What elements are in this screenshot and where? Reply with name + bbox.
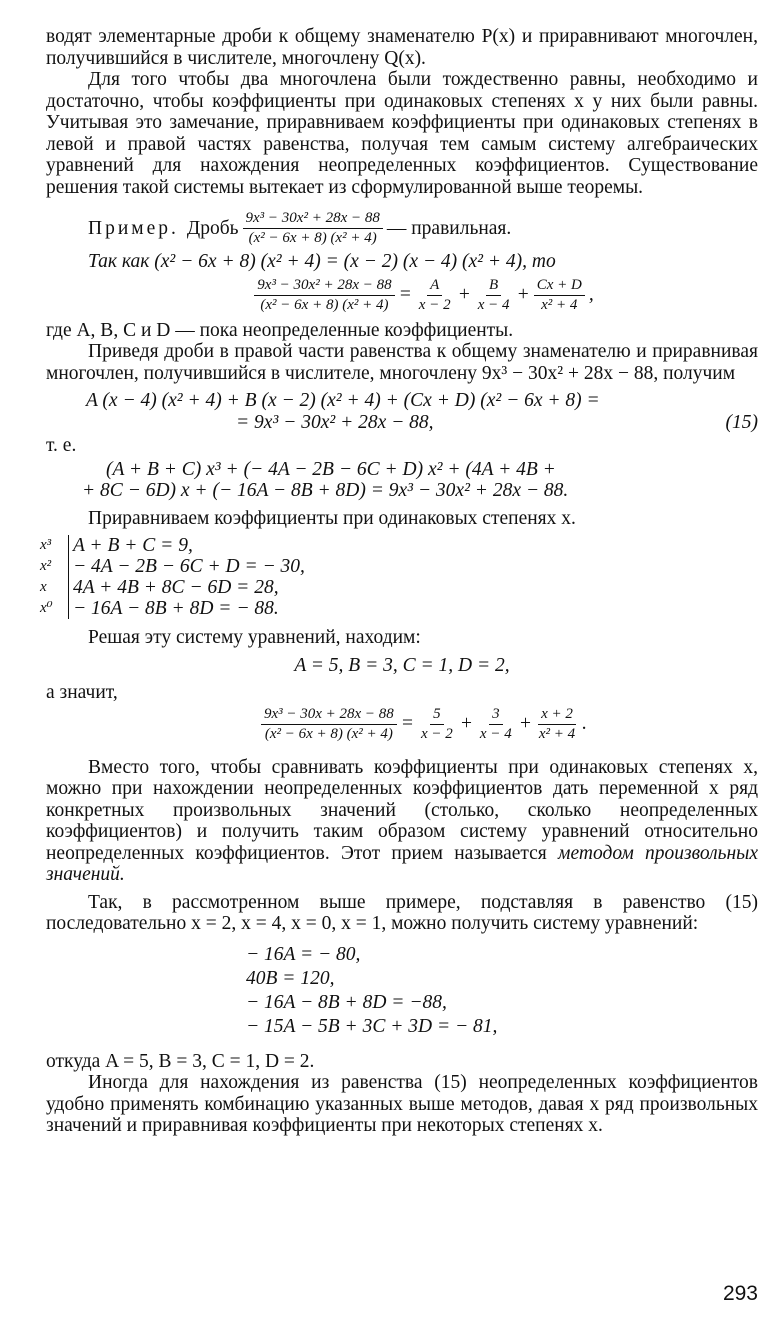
power-label: x⁰ bbox=[40, 600, 53, 616]
term-b-denominator: x − 4 bbox=[479, 725, 512, 742]
lhs-denominator: (x² − 6x + 8) (x² + 4) bbox=[260, 296, 389, 313]
term-b-numerator: 3 bbox=[489, 706, 503, 725]
solution-line: A = 5, B = 3, C = 1, D = 2, bbox=[294, 654, 510, 676]
substitution-system bbox=[246, 943, 758, 1039]
lhs-denominator: (x² − 6x + 8) (x² + 4) bbox=[264, 725, 393, 742]
coefficient-system bbox=[40, 535, 758, 619]
example-fraction bbox=[243, 210, 383, 247]
system-equation: 4A + 4B + 8C − 6D = 28, bbox=[73, 577, 279, 598]
paragraph-instead bbox=[46, 757, 758, 886]
decomposition-equation: $\frac{\text{9x³ − 30x² + 28x − 88}}{\text{(x² − 6x + 8) (x² + 4)}}$ = $\frac{A}{x - 2}$ + $\frac{B}{x - 4}$ + $\frac{Cx + D}{\text{x² + 4}}$ , bbox=[86, 277, 758, 314]
paragraph-identity: Для того чтобы два многочлена были тождественно равны, необходимо и достаточно, чтобы коэффициенты при одинаковых степенях x у них были равны. Учитывая это замечание, приравниваем коэффициенты при одинаковых степенях в левой и правой частях равенства, получая тем самым систему алгебраических уравнений для нахождения неопределенных коэффициентов. Существование решения такой системы вытекает из сформулированной выше теоремы. bbox=[46, 69, 758, 198]
ie-label: т. е. bbox=[46, 435, 77, 456]
fraction-denominator: (x² − 6x + 8) (x² + 4) bbox=[248, 230, 377, 246]
term-c-denominator: x² + 4 bbox=[541, 296, 578, 313]
where-line: где A, B, C и D — пока неопределенные коэффициенты. bbox=[46, 319, 514, 341]
expanded-equation bbox=[82, 458, 758, 502]
page-number: 293 bbox=[722, 1282, 758, 1305]
term-c-numerator: Cx + D bbox=[534, 277, 585, 296]
power-label: x bbox=[40, 579, 47, 595]
method-name: методом произвольных значений. bbox=[46, 842, 759, 885]
hence-line: а значит, bbox=[46, 682, 118, 703]
page-body bbox=[40, 26, 759, 1137]
system-equation: − 16A − 8B + 8D = − 88. bbox=[73, 598, 279, 619]
system-equation: − 16A − 8B + 8D = −88, bbox=[246, 991, 447, 1013]
eq15-line2: = 9x³ − 30x² + 28x − 88, bbox=[236, 411, 434, 433]
paragraph-intro: водят элементарные дроби к общему знаменателю P(x) и приравнивают многочлен, получившийся в числителе, многочлену Q(x). bbox=[46, 26, 758, 69]
equation-number: (15) bbox=[725, 412, 758, 433]
solving-line: Решая эту систему уравнений, находим: bbox=[88, 627, 421, 648]
example-line bbox=[88, 210, 758, 247]
final-decomposition: $\frac{\text{9x³ − 30x + 28x − 88}}{\text{(x² − 6x + 8) (x² + 4)}}$ = $\frac{5}{x - 2}$ + $\frac{3}{x - 4}$ + $\frac{x + 2}{\text{x² + 4}}$ . bbox=[86, 706, 758, 743]
equate-line: Приравниваем коэффициенты при одинаковых степенях x. bbox=[88, 507, 576, 529]
system-equation: − 15A − 5B + 3C + 3D = − 81, bbox=[246, 1015, 498, 1037]
term-a-denominator: x − 2 bbox=[418, 296, 451, 313]
system-equation: − 4A − 2B − 6C + D = − 30, bbox=[73, 556, 305, 577]
term-a-numerator: A bbox=[427, 277, 442, 296]
lhs-numerator: 9x³ − 30x + 28x − 88 bbox=[261, 706, 397, 725]
term-a-numerator: 5 bbox=[430, 706, 444, 725]
paragraph-last: Иногда для нахождения из равенства (15) неопределенных коэффициентов удобно применять комбинацию указанных выше методов, давая x ряд произвольных значений и приравнивая коэффициенты при некоторых степенях x. bbox=[46, 1072, 758, 1136]
term-a-denominator: x − 2 bbox=[420, 725, 453, 742]
example-tail: — правильная. bbox=[386, 217, 512, 239]
system-power-labels bbox=[40, 535, 68, 619]
term-b-denominator: x − 4 bbox=[477, 296, 510, 313]
whence-line: откуда A = 5, B = 3, C = 1, D = 2. bbox=[46, 1050, 315, 1072]
paragraph-thus: Так, в рассмотренном выше примере, подставляя в равенство (15) последовательно x = 2, x = 4, x = 0, x = 1, можно получить систему уравнений: bbox=[46, 891, 758, 934]
system-equation: 40B = 120, bbox=[246, 967, 335, 989]
since-line: Так как (x² − 6x + 8) (x² + 4) = (x − 2) (x − 4) (x² + 4), то bbox=[88, 251, 556, 272]
system-equation: A + B + C = 9, bbox=[73, 535, 193, 556]
term-c-denominator: x² + 4 bbox=[538, 725, 576, 742]
system-equations bbox=[68, 535, 758, 619]
equation-15 bbox=[86, 390, 758, 433]
instead-text: Вместо того, чтобы сравнивать коэффициенты при одинаковых степенях x, можно при нахождении неопределенных коэффициентов дать переменной x ряд конкретных произвольных значений (столько, сколько неопределенных коэффициентов) и получить таким образом систему уравнений относительно неопределенных коэффициентов. Этот прием называется bbox=[46, 756, 758, 864]
power-label: x³ bbox=[40, 537, 52, 553]
example-label: Пример. bbox=[88, 217, 179, 239]
system-equation: − 16A = − 80, bbox=[246, 943, 361, 965]
example-text: Дробь bbox=[186, 217, 239, 239]
power-label: x² bbox=[40, 558, 52, 574]
term-c-numerator: x + 2 bbox=[538, 706, 576, 725]
eq15-line1: A (x − 4) (x² + 4) + B (x − 2) (x² + 4) + (Cx + D) (x² − 6x + 8) = bbox=[86, 390, 600, 411]
fraction-numerator: 9x³ − 30x² + 28x − 88 bbox=[243, 210, 383, 229]
term-b-numerator: B bbox=[486, 277, 501, 296]
expanded-line1: (A + B + C) x³ + (− 4A − 2B − 6C + D) x² + (4A + 4B + bbox=[106, 458, 556, 480]
expanded-line2: + 8C − 6D) x + (− 16A − 8B + 8D) = 9x³ − 30x² + 28x − 88. bbox=[82, 480, 569, 501]
paragraph-bring: Приведя дроби в правой части равенства к общему знаменателю и приравнивая многочлен, получившийся в числителе, многочлену 9x³ − 30x² + 28x − 88, получим bbox=[46, 341, 758, 384]
lhs-numerator: 9x³ − 30x² + 28x − 88 bbox=[254, 277, 394, 296]
